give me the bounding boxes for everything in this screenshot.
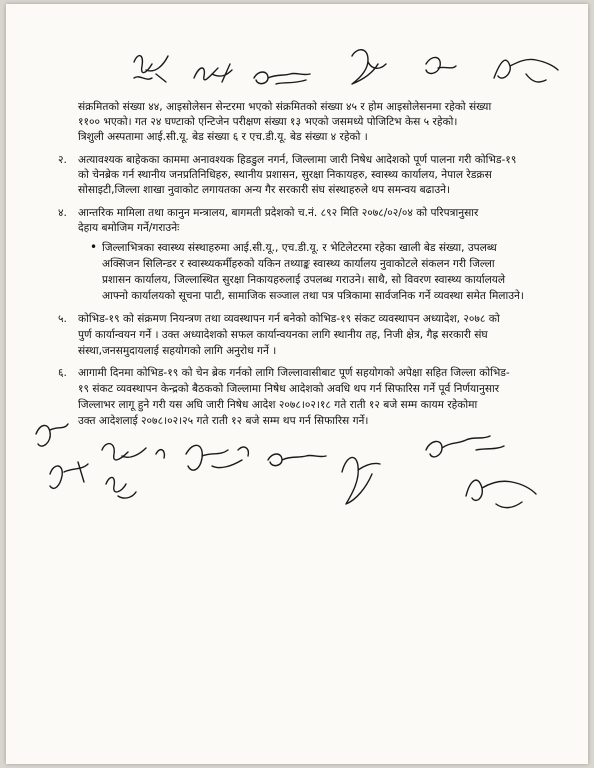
document-page [6,4,588,764]
item-6-line-2: १९ संकट व्यवस्थापन केन्द्रको बैठकको जिल्लामा निषेध आदेशको अवधि थप गर्न सिफारिस गर्ने पूर्व निर्णयानुसार [78,383,500,395]
signature-bottom-3 [186,445,248,470]
item-5-line-3: संस्था,जनसमुदायलाई सहयोगको लागि अनुरोध गर्ने । [78,345,277,357]
item-4-number: ४. [58,207,67,219]
item-2-line-2: को चेनब्रेक गर्न स्थानीय जनप्रतिनिधिहरु, स्थानीय प्रशासन, सुरक्षा निकायहरु, स्वास्थ्य कार्यालय, नेपाल रेडक्रस [78,169,492,181]
continuation-line-2: ११०० भएको। गत २४ घण्टाको एन्टिजेन परीक्षण संख्या १३ भएको जसमध्ये पोजिटिभ केस ५ रहेको। [78,116,458,128]
item-2-number: २. [58,154,67,166]
signature-top-5 [426,57,456,73]
signature-top-4 [352,50,386,84]
item-5-line-2: पुर्ण कार्यान्वयन गर्ने । उक्त अध्यादेशको सफल कार्यान्वयनका लागि स्थानीय तह, निजी क्षेत्र, गैह्र सरकारी संघ [78,329,488,341]
signature-top-3 [254,72,310,84]
signature-bottom-6 [426,436,504,457]
signature-bottom-5 [342,457,380,504]
item-2-line-1: अत्यावश्यक बाहेकका काममा अनावश्यक हिडडुल नगर्न, जिल्लामा जारी निषेध आदेशको पूर्ण पालना गरी कोभिड-१९ [78,154,517,166]
signature-top-1 [134,56,168,82]
signature-bottom-4 [268,454,326,466]
item-5-number: ५. [58,313,67,325]
continuation-line-3: त्रिशुली अस्पतामा आई.सी.यू. बेड संख्या ६ र एच.डी.यू. बेड संख्या ४ रहेको । [78,131,368,143]
item-2-line-3: सोसाइटी,जिल्ला शाखा नुवाकोट लगायतका अन्य गैर सरकारी संघ संस्थाहरुले थप समन्वय बढाउने। [78,184,451,196]
item-4-line-2: देहाय बमोजिम गर्ने/गराउनेः [78,222,180,234]
item-4-sub-line-1: जिल्लाभित्रका स्वास्थ्य संस्थाहरुमा आई.सी.यू., एच.डी.यू. र भेटिलेटरमा रहेका खाली बेड संख्या, उपलब्ध [102,242,497,254]
signature-bottom-2 [106,477,136,498]
item-4-sub-line-4: आफ्नो कार्यालयको सूचना पाटी, सामाजिक सञ्जाल तथा पत्र पत्रिकामा सार्वजनिक गर्ने व्यवस्था समेत मिलाउने। [102,290,524,302]
bullet-marker: • [90,240,98,254]
item-4-line-1: आन्तरिक मामिला तथा कानुन मन्त्रालय, बागमती प्रदेशको च.नं. ८९२ मिति २०७८/०२/०४ को परिपत्रानुसार [78,207,479,219]
item-5-line-1: कोभिड-१९ को संक्रमण नियन्त्रण तथा व्यवस्थापन गर्न बनेको कोभिड-१९ संकट व्यवस्थापन अध्यादेश, २०७८ को [78,313,500,325]
signature-bottom-7 [466,480,536,507]
signature-top-6 [494,59,558,82]
item-6-number: ६. [58,367,67,379]
item-6-line-4: उक्त आदेशलाई २०७८।०२।२५ गते राती १२ बजे सम्म थप गर्न सिफारिस गर्ने। [78,415,369,427]
signature-top-2 [194,64,232,82]
item-6-line-1: आगामी दिनमा कोभिड-१९ को चेन ब्रेक गर्नको लागि जिल्लावासीबाट पूर्ण सहयोगको अपेक्षा सहित जिल्ला कोभिड- [78,367,510,379]
item-4-sub-line-3: प्रशासन कार्यालय, जिल्लास्थित सुरक्षा निकायहरुलाई उपलब्ध गराउने। साथै, सो विवरण स्वास्थ्य कार्यालयले [102,274,506,286]
continuation-line-1: संक्रमितको संख्या ४४, आइसोलेसन सेन्टरमा भएको संक्रमितको संख्या ४५ र होम आइसोलेसनमा रहेको संख्या [78,101,492,113]
signature-bottom-1 [36,424,164,488]
item-4-sub-line-2: अक्सिजन सिलिन्डर र स्वास्थ्यकर्मीहरुको यकिन तथ्याङ्क स्वास्थ्य कार्यालय नुवाकोटले संकलन गरी जिल्ला [102,258,495,270]
item-6-line-3: जिल्लाभर लागू हुने गरी यस अघि जारी निषेध आदेश २०७८।०२।१८ गते राती १२ बजे सम्म कायम रहेकोमा [78,399,478,411]
